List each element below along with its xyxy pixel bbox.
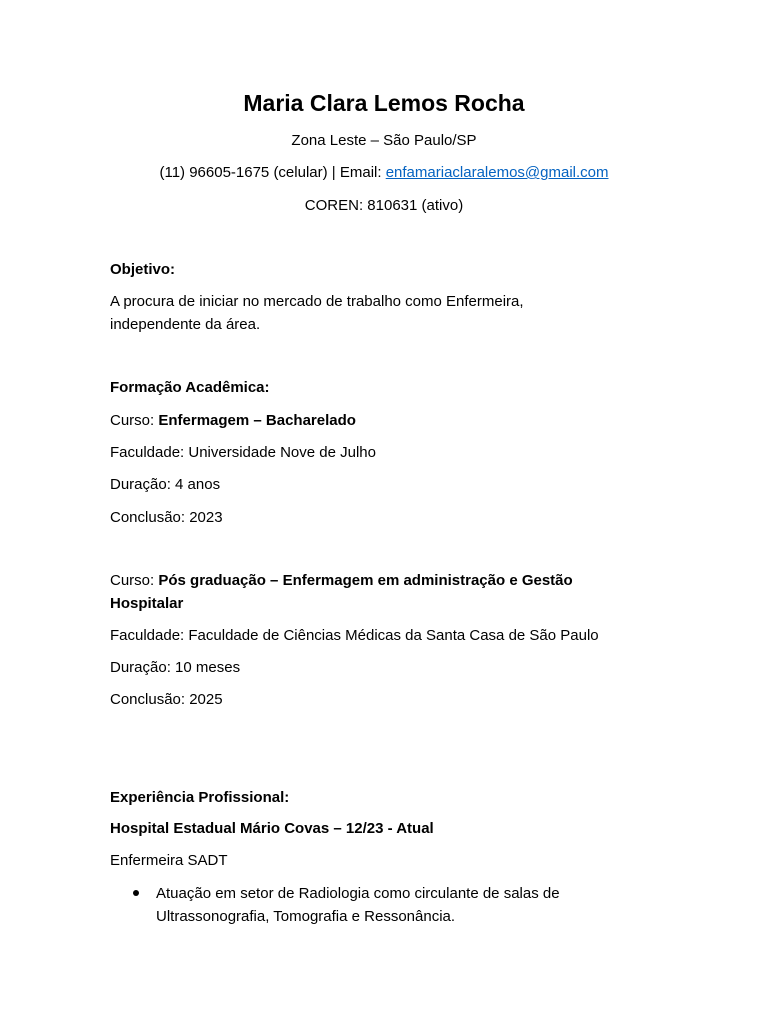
experience-heading: Experiência Profissional: <box>110 789 290 806</box>
contact-line <box>0 161 768 185</box>
objective-text-line: A procura de iniciar no mercado de trabalho como Enfermeira, <box>110 293 524 310</box>
bullet-icon <box>133 890 139 896</box>
job-role: Enfermeira SADT <box>110 852 228 869</box>
course-name: Enfermagem – Bacharelado <box>158 412 356 429</box>
objective-text-line: independente da área. <box>110 316 261 333</box>
course-label: Curso: <box>110 412 159 429</box>
job-bullet-line: Atuação em setor de Radiologia como circulante de salas de <box>156 885 560 902</box>
job-bullet-line: Ultrassonografia, Tomografia e Ressonância. <box>156 908 456 925</box>
education-course-continued: Hospitalar <box>110 595 184 612</box>
phone-text: (11) 96605-1675 (celular) | Email: <box>159 164 386 181</box>
job-employer: Hospital Estadual Mário Covas – 12/23 - Atual <box>110 820 434 837</box>
email-link[interactable]: enfamariaclaralemos@gmail.com <box>385 164 609 181</box>
education-heading: Formação Acadêmica: <box>110 379 270 396</box>
education-course <box>110 409 650 433</box>
candidate-name: Maria Clara Lemos Rocha <box>243 90 525 116</box>
education-conclusion: Conclusão: 2023 <box>110 509 223 526</box>
education-faculty: Faculdade: Universidade Nove de Julho <box>110 444 376 461</box>
course-name: Pós graduação – Enfermagem em administração e Gestão <box>158 572 573 589</box>
education-conclusion: Conclusão: 2025 <box>110 691 223 708</box>
candidate-location: Zona Leste – São Paulo/SP <box>291 132 477 149</box>
course-label: Curso: <box>110 572 159 589</box>
objective-heading: Objetivo: <box>110 261 176 278</box>
education-course <box>110 569 650 593</box>
coren-number: COREN: 810631 (ativo) <box>304 197 464 214</box>
education-duration: Duração: 4 anos <box>110 476 221 493</box>
education-faculty: Faculdade: Faculdade de Ciências Médicas da Santa Casa de São Paulo <box>110 627 599 644</box>
education-duration: Duração: 10 meses <box>110 659 241 676</box>
